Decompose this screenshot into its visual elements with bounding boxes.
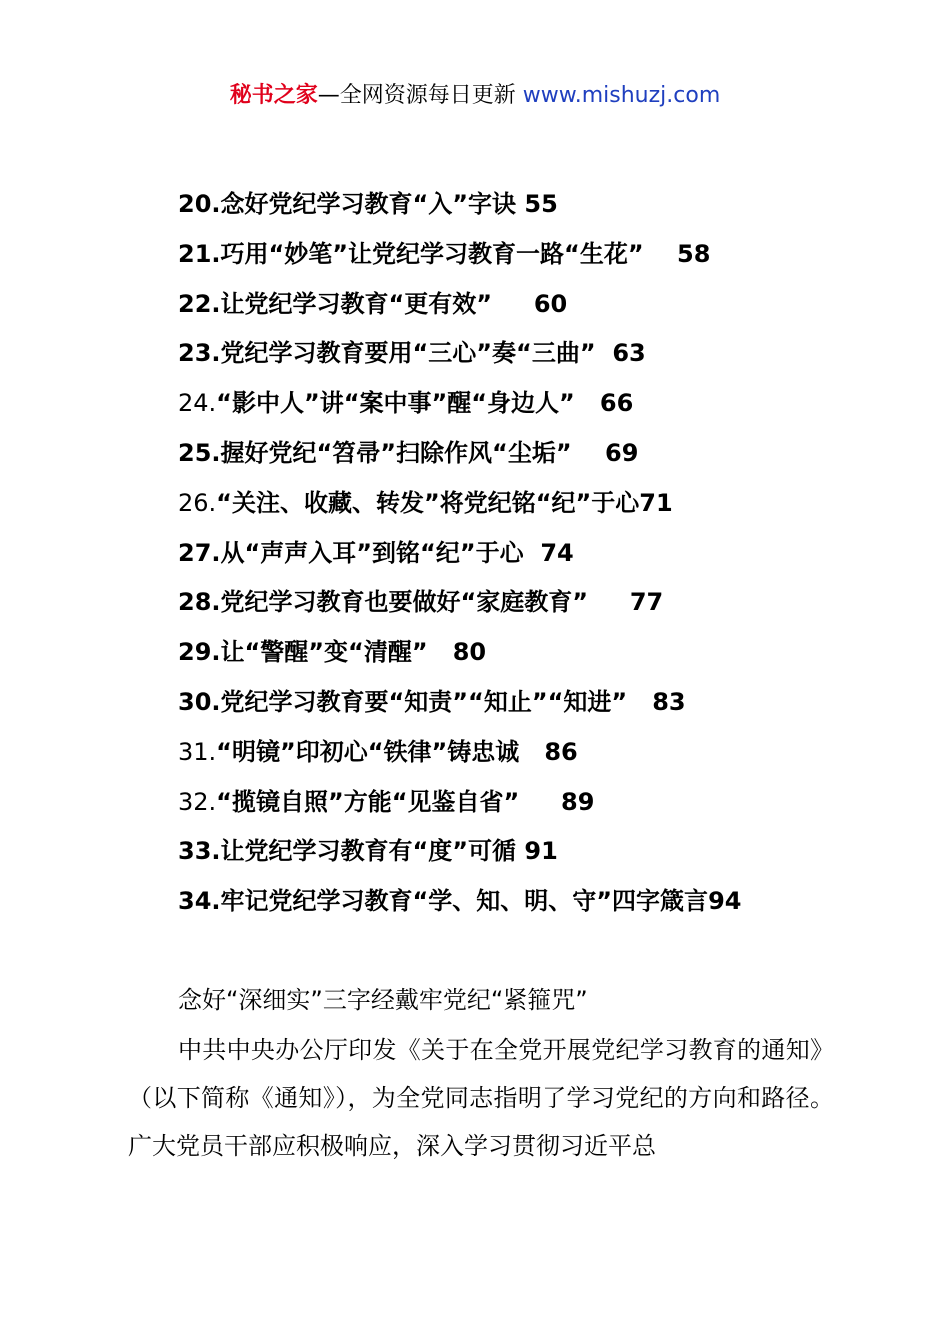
toc-entry[interactable] — [178, 383, 878, 433]
toc-entry[interactable] — [178, 533, 878, 583]
toc-entry-page: 66 — [599, 389, 634, 418]
toc-entry-number: 29. — [178, 638, 221, 667]
toc-entry-gap — [575, 389, 600, 417]
header-tagline: —全网资源每日更新 — [317, 83, 516, 108]
toc-entry-gap — [428, 638, 453, 666]
article-title: 念好“深细实”三字经戴牢党纪“紧箍咒” — [178, 986, 588, 1014]
toc-entry-title: 握好党纪“笤帚”扫除作风“尘垢” — [220, 438, 572, 467]
toc-entry-title: 让党纪学习教育有“度”可循 — [220, 837, 517, 866]
brand-name: 秘书之家 — [229, 83, 318, 108]
toc-entry-gap — [524, 539, 541, 567]
toc-entry-number: 28. — [178, 588, 221, 617]
toc-entry[interactable] — [178, 831, 878, 881]
toc-entry[interactable] — [178, 582, 878, 632]
toc-entry-page: 89 — [561, 787, 595, 816]
toc-entry-number: 24. — [178, 389, 217, 418]
site-url-link[interactable]: www.mishuzj.com — [522, 83, 721, 108]
toc-entry-number: 25. — [178, 438, 221, 467]
toc-entry-number: 34. — [178, 887, 221, 916]
toc-entry[interactable] — [178, 284, 878, 334]
toc-entry-number: 33. — [178, 837, 221, 866]
toc-entry-gap — [572, 439, 605, 467]
toc-entry-gap — [644, 240, 677, 268]
toc-entry-title: 让“警醒”变“清醒” — [220, 638, 428, 667]
toc-entry-title: 党纪学习教育要用“三心”奏“三曲” — [220, 339, 596, 368]
toc-entry-page: 94 — [708, 887, 742, 916]
toc-entry-title: “关注、收藏、转发”将党纪铭“纪”于心 — [216, 488, 640, 517]
toc-entry-number: 27. — [178, 538, 221, 567]
toc-entry-page: 58 — [677, 239, 711, 268]
toc-entry-gap — [519, 788, 561, 816]
toc-entry-gap — [519, 738, 544, 766]
toc-entry-page: 83 — [652, 687, 686, 716]
toc-entry[interactable] — [178, 184, 878, 234]
toc-entry-number: 20. — [178, 190, 221, 218]
toc-entry-title: 念好党纪学习教育“入”字诀 — [220, 190, 517, 218]
toc-entry[interactable] — [178, 333, 878, 383]
toc-entry-page: 60 — [533, 289, 568, 318]
toc-entry-page: 74 — [540, 538, 574, 567]
toc-entry[interactable] — [178, 483, 878, 533]
toc-entry-gap — [588, 588, 630, 616]
toc-entry[interactable] — [178, 682, 878, 732]
toc-entry-title: 巧用“妙笔”让党纪学习教育一路“生花” — [220, 239, 644, 268]
article-paragraph: 中共中央办公厅印发《关于在全党开展党纪学习教育的通知》（以下简称《通知》），为全党同志指明了学习党纪的方向和路径。广大党员干部应积极响应，深入学习贯彻习近平总 — [128, 1036, 834, 1160]
toc-entry-page: 86 — [544, 737, 578, 766]
toc-entry[interactable] — [178, 881, 878, 931]
toc-entry-page: 71 — [639, 488, 673, 517]
toc-entry-number: 23. — [178, 339, 221, 368]
toc-entry-gap — [492, 290, 534, 318]
article-body — [128, 978, 834, 1170]
toc-entry-page: 80 — [452, 638, 487, 667]
toc-entry-page: 69 — [605, 438, 639, 467]
toc-entry-gap — [596, 339, 613, 367]
toc-entry[interactable] — [178, 632, 878, 682]
toc-entry-title: 从“声声入耳”到铭“纪”于心 — [220, 538, 524, 567]
toc-entry-title: “明镜”印初心“铁律”铸忠诚 — [216, 737, 520, 766]
toc-entry-title: 牢记党纪学习教育“学、知、明、守”四字箴言 — [220, 887, 709, 916]
toc-entry[interactable] — [178, 782, 878, 832]
site-header — [0, 80, 950, 112]
toc-entry-page: 63 — [612, 339, 646, 368]
toc-entry-number: 32. — [178, 787, 217, 816]
toc-entry-title: 党纪学习教育要“知责”“知止”“知进” — [220, 687, 628, 716]
toc-entry-page: 55 — [524, 190, 558, 218]
table-of-contents — [178, 184, 878, 931]
toc-entry-number: 21. — [178, 239, 221, 268]
toc-entry-title: “影中人”讲“案中事”醒“身边人” — [216, 389, 575, 418]
toc-entry-title: 党纪学习教育也要做好“家庭教育” — [220, 588, 589, 617]
toc-entry-number: 22. — [178, 289, 221, 318]
toc-entry-title: 让党纪学习教育“更有效” — [220, 289, 493, 318]
toc-entry-number: 31. — [178, 737, 217, 766]
toc-entry-number: 30. — [178, 687, 221, 716]
toc-entry-gap — [627, 688, 652, 716]
toc-entry[interactable] — [178, 234, 878, 284]
toc-entry-page: 91 — [524, 837, 558, 866]
toc-entry-title: “揽镜自照”方能“见鉴自省” — [216, 787, 520, 816]
toc-entry-number: 26. — [178, 488, 217, 517]
toc-entry-page: 77 — [629, 588, 664, 617]
toc-entry[interactable] — [178, 732, 878, 782]
toc-entry[interactable] — [178, 433, 878, 483]
